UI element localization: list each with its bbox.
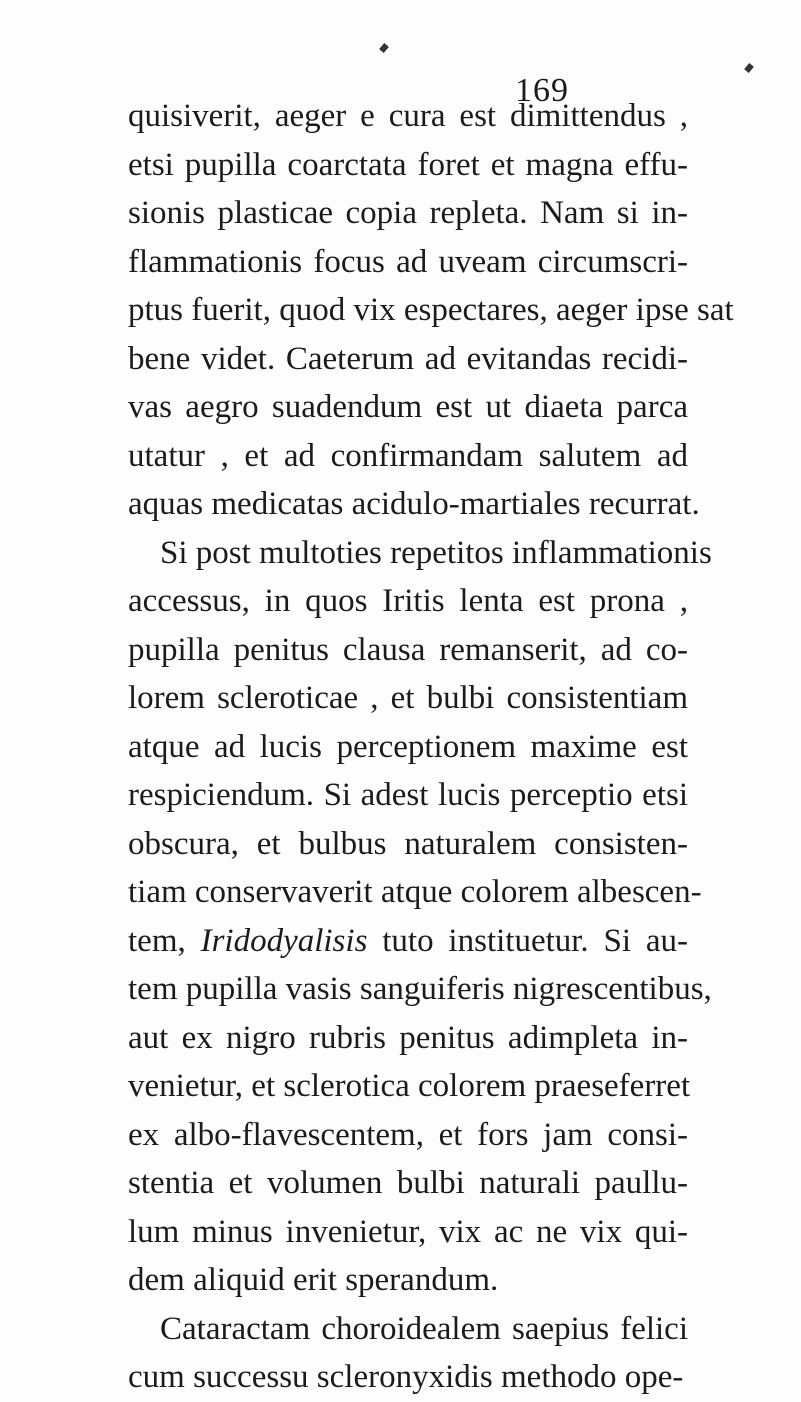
text-line: dem aliquid erit sperandum. — [128, 1262, 499, 1298]
text-line: lorem scleroticae , et bulbi consistentiam — [128, 680, 688, 716]
text-line: Si post multoties repetitos inflammationis — [160, 534, 712, 571]
body-text — [128, 92, 734, 1402]
text-line: tiam conservaverit atque colorem albescen- — [128, 874, 702, 910]
text-line: obscura, et bulbus naturalem consisten- — [128, 825, 688, 862]
text-line: aut ex nigro rubris penitus adimpleta in- — [128, 1019, 688, 1056]
text-line: pupilla penitus clausa remanserit, ad co- — [128, 631, 688, 668]
ink-speck — [744, 63, 754, 73]
text-line: ptus fuerit, quod vix espectares, aeger ipse sat — [128, 292, 734, 328]
text-line: flammationis focus ad uveam circumscri- — [128, 243, 688, 280]
text-line: Cataractam choroidealem saepius felici — [160, 1310, 688, 1347]
text-line: stentia et volumen bulbi naturali paullu- — [128, 1165, 688, 1201]
text-line: bene videt. Caeterum ad evitandas recidi- — [128, 340, 688, 377]
text-line: vas aegro suadendum est ut diaeta parca — [128, 389, 688, 425]
ink-speck — [379, 43, 389, 53]
text-run: tem, — [128, 922, 201, 959]
text-line: sionis plasticae copia repleta. Nam si in- — [128, 195, 688, 231]
text-line: accessus, in quos Iritis lenta est prona , — [128, 583, 688, 619]
text-line: atque ad lucis perceptionem maxime est — [128, 728, 688, 765]
text-line: cum successu scleronyxidis methodo ope- — [128, 1359, 684, 1395]
page-number: 169 — [515, 72, 569, 109]
text-line: utatur , et ad confirmandam salutem ad — [128, 437, 688, 474]
text-line: venietur, et sclerotica colorem praeseferret — [128, 1068, 691, 1104]
text-line: etsi pupilla coarctata foret et magna effu- — [128, 146, 688, 183]
text-line: aquas medicatas acidulo-martiales recurrat. — [128, 486, 700, 522]
text-line-with-italic — [128, 917, 688, 966]
text-run: tuto instituetur. Si au- — [367, 922, 689, 959]
text-line: respiciendum. Si adest lucis perceptio etsi — [128, 777, 688, 813]
text-line: lum minus invenietur, vix ac ne vix qui- — [128, 1213, 688, 1250]
text-line: tem pupilla vasis sanguiferis nigrescentibus, — [128, 971, 712, 1007]
italic-term: Iridodyalisis — [200, 922, 368, 959]
text-line: quisiverit, aeger e cura est dimittendus , — [128, 98, 688, 134]
text-line: ex albo-flavescentem, et fors jam consi- — [128, 1116, 688, 1153]
